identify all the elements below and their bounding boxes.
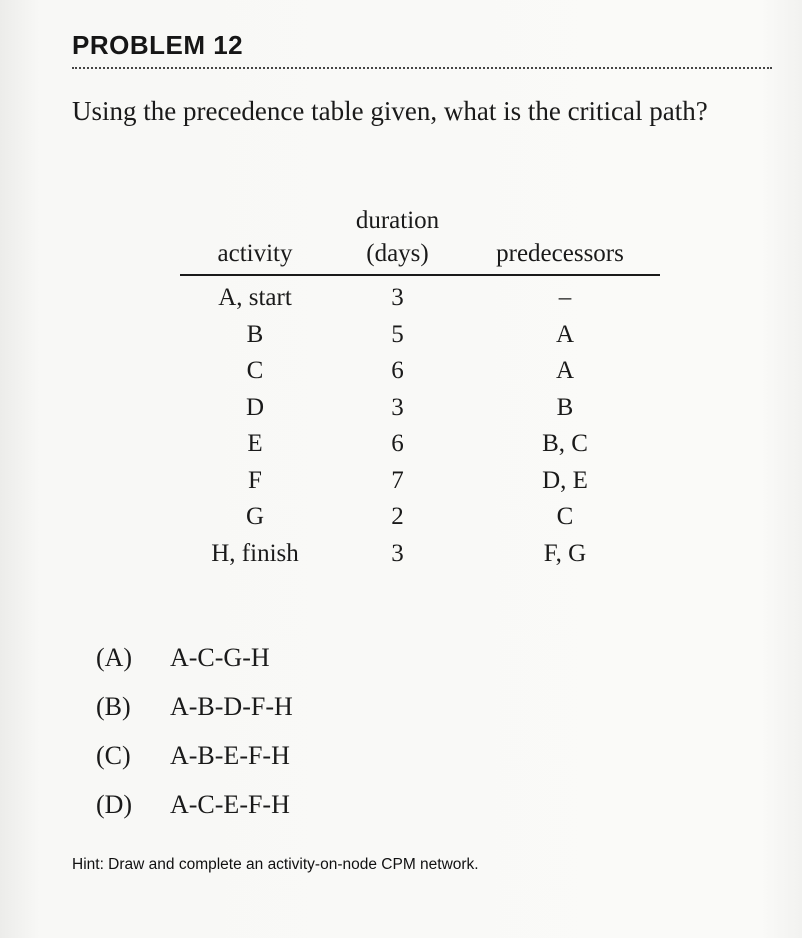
predecessors-cell: A	[555, 320, 575, 348]
predecessors-cell: F, G	[543, 539, 587, 567]
activity-cell: D	[245, 393, 265, 421]
duration-cell: 3	[391, 393, 404, 421]
table-row	[180, 499, 660, 536]
predecessors-cell: D, E	[542, 466, 588, 494]
duration-cell: 3	[391, 284, 404, 311]
activity-cell: H, finish	[211, 539, 299, 567]
activity-cell: G	[245, 503, 265, 530]
option-letter: (B)	[96, 692, 131, 721]
option-letter: (A)	[96, 643, 133, 672]
option-letter: (D)	[96, 790, 133, 819]
duration-cell: 7	[391, 466, 404, 494]
hint-text: Hint: Draw and complete an activity-on-node CPM network.	[72, 856, 479, 873]
activity-cell: E	[247, 430, 263, 457]
table-row	[180, 463, 660, 500]
duration-cell: 6	[391, 430, 404, 457]
predecessors-cell: B, C	[542, 430, 588, 457]
activity-cell: A, start	[218, 284, 292, 311]
table-row	[180, 390, 660, 427]
header-duration	[330, 204, 465, 278]
table-row	[180, 353, 660, 390]
option-text: A-C-E-F-H	[170, 790, 290, 819]
problem-title: PROBLEM 12	[72, 30, 244, 60]
table-body	[180, 280, 660, 572]
table-row	[180, 280, 660, 317]
option-text: A-C-G-H	[170, 643, 270, 672]
option-text: A-B-E-F-H	[170, 741, 290, 770]
header-duration-line1: duration	[355, 207, 440, 234]
table-row	[180, 536, 660, 573]
activity-cell: F	[248, 466, 262, 494]
duration-cell: 3	[391, 539, 404, 567]
header-rule	[180, 274, 660, 276]
title-divider	[72, 67, 772, 69]
header-activity: activity	[217, 240, 293, 267]
option-text: A-B-D-F-H	[170, 692, 293, 721]
question-text: Using the precedence table given, what is the critical path?	[72, 96, 708, 126]
activity-cell: C	[246, 357, 264, 384]
activity-cell: B	[246, 320, 264, 348]
duration-cell: 6	[391, 357, 404, 384]
predecessors-cell: A	[555, 357, 575, 384]
predecessors-cell: C	[556, 503, 574, 530]
table-row	[180, 317, 660, 354]
header-predecessors: predecessors	[496, 240, 624, 267]
duration-cell: 2	[391, 503, 404, 530]
header-duration-line2: (days)	[366, 240, 429, 267]
predecessors-cell: B	[556, 393, 574, 421]
duration-cell: 5	[391, 320, 404, 348]
table-row	[180, 426, 660, 463]
option-letter: (C)	[96, 741, 131, 770]
predecessors-cell: –	[558, 284, 572, 311]
